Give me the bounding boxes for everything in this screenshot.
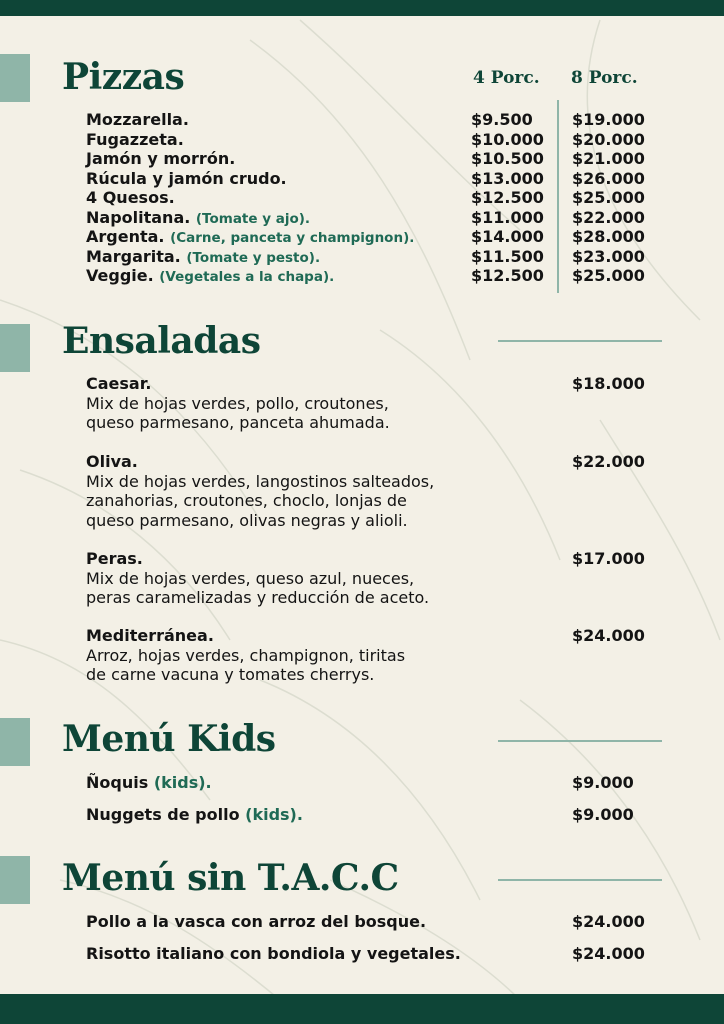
salad-description: de carne vacuna y tomates cherrys. (86, 665, 375, 684)
kids-item (86, 773, 212, 792)
section-tab-tacc (0, 856, 30, 904)
kids-item (86, 805, 303, 824)
salad-description: zanahorias, croutones, choclo, lonjas de (86, 491, 407, 510)
tacc-item-name: Pollo a la vasca con arroz del bosque. (86, 912, 427, 931)
pizza-name: 4 Quesos. (86, 188, 175, 207)
price-4-porciones: $10.500 (471, 149, 544, 168)
price-8-porciones: $25.000 (572, 188, 645, 207)
pizza-item (86, 130, 184, 149)
section-title-kids: Menú Kids (62, 718, 276, 760)
pizza-item (86, 169, 287, 188)
pizza-name: Veggie. (86, 266, 154, 285)
pizza-name: Argenta. (86, 227, 165, 246)
section-tab-pizzas (0, 54, 30, 102)
section-title-pizzas: Pizzas (62, 56, 185, 98)
price-8-porciones: $28.000 (572, 227, 645, 246)
pizza-item (86, 227, 414, 248)
tacc-price: $24.000 (572, 944, 645, 963)
kids-note: (kids). (245, 805, 303, 824)
kids-note: (kids). (153, 773, 212, 792)
pizza-note: (Carne, panceta y champignon). (170, 230, 415, 246)
price-4-porciones: $11.500 (471, 246, 544, 266)
pizza-item (86, 266, 334, 287)
pizza-name: Fugazzeta. (86, 129, 184, 149)
price-4-porciones: $9.500 (471, 110, 533, 129)
price-8-porciones: $20.000 (572, 129, 645, 149)
salad-description: Mix de hojas verdes, pollo, croutones, (86, 393, 389, 413)
price-4-porciones: $13.000 (471, 168, 544, 188)
salad-description: peras caramelizadas y reducción de aceto. (86, 588, 430, 607)
price-4-porciones: $10.000 (471, 129, 544, 149)
pizza-name: Jamón y morrón. (86, 149, 236, 168)
price-4-porciones: $12.500 (471, 266, 544, 285)
kids-price: $9.000 (572, 773, 634, 792)
price-column-divider (557, 100, 559, 293)
salad-name: Mediterránea. (86, 626, 214, 645)
kids-item-name: Nuggets de pollo (86, 805, 240, 824)
price-8-porciones: $23.000 (572, 246, 645, 266)
pizza-note: (Vegetales a la chapa). (159, 269, 335, 285)
salad-name: Caesar. (86, 374, 152, 393)
pizza-item (86, 188, 175, 207)
price-8-porciones: $25.000 (572, 266, 645, 285)
section-title-ensaladas: Ensaladas (62, 320, 261, 362)
salad-name: Oliva. (86, 452, 138, 471)
pizza-item (86, 208, 310, 229)
salad-description: Mix de hojas verdes, langostinos salteados, (86, 471, 435, 491)
salad-description: Arroz, hojas verdes, champignon, tiritas (86, 645, 406, 665)
section-rule-tacc (498, 879, 662, 881)
salad-price: $24.000 (572, 626, 645, 645)
price-4-porciones: $11.000 (471, 207, 544, 227)
section-tab-kids (0, 718, 30, 766)
price-4-porciones: $14.000 (471, 227, 544, 246)
section-rule-kids (498, 740, 662, 742)
bottom-bar (0, 994, 724, 1024)
salad-price: $17.000 (572, 549, 645, 568)
pizza-item (86, 149, 235, 168)
price-8-porciones: $21.000 (572, 149, 645, 168)
price-8-porciones: $19.000 (572, 110, 645, 129)
column-header-8-porciones: 8 Porc. (571, 68, 638, 88)
tacc-price: $24.000 (572, 912, 645, 931)
section-tab-ensaladas (0, 324, 30, 372)
pizza-name: Margarita. (86, 246, 181, 266)
price-8-porciones: $22.000 (572, 207, 645, 227)
salad-price: $22.000 (572, 452, 645, 471)
kids-item-name: Ñoquis (86, 773, 149, 792)
pizza-item (86, 247, 320, 268)
salad-price: $18.000 (572, 374, 645, 393)
section-title-tacc: Menú sin T.A.C.C (62, 857, 399, 899)
column-header-4-porciones: 4 Porc. (473, 68, 540, 88)
price-8-porciones: $26.000 (572, 168, 645, 188)
section-rule-ensaladas (498, 340, 662, 342)
salad-description: queso parmesano, panceta ahumada. (86, 413, 390, 432)
pizza-name: Napolitana. (86, 207, 191, 227)
pizza-note: (Tomate y ajo). (195, 210, 311, 227)
pizza-note: (Tomate y pesto). (186, 249, 321, 266)
kids-price: $9.000 (572, 805, 634, 824)
top-bar (0, 0, 724, 16)
salad-description: Mix de hojas verdes, queso azul, nueces, (86, 568, 415, 588)
tacc-item-name: Risotto italiano con bondiola y vegetales. (86, 944, 461, 963)
salad-name: Peras. (86, 549, 143, 568)
pizza-item (86, 110, 189, 129)
price-4-porciones: $12.500 (471, 188, 544, 207)
salad-description: queso parmesano, olivas negras y alioli. (86, 510, 408, 530)
pizza-name: Rúcula y jamón crudo. (86, 168, 287, 188)
pizza-name: Mozzarella. (86, 110, 189, 129)
